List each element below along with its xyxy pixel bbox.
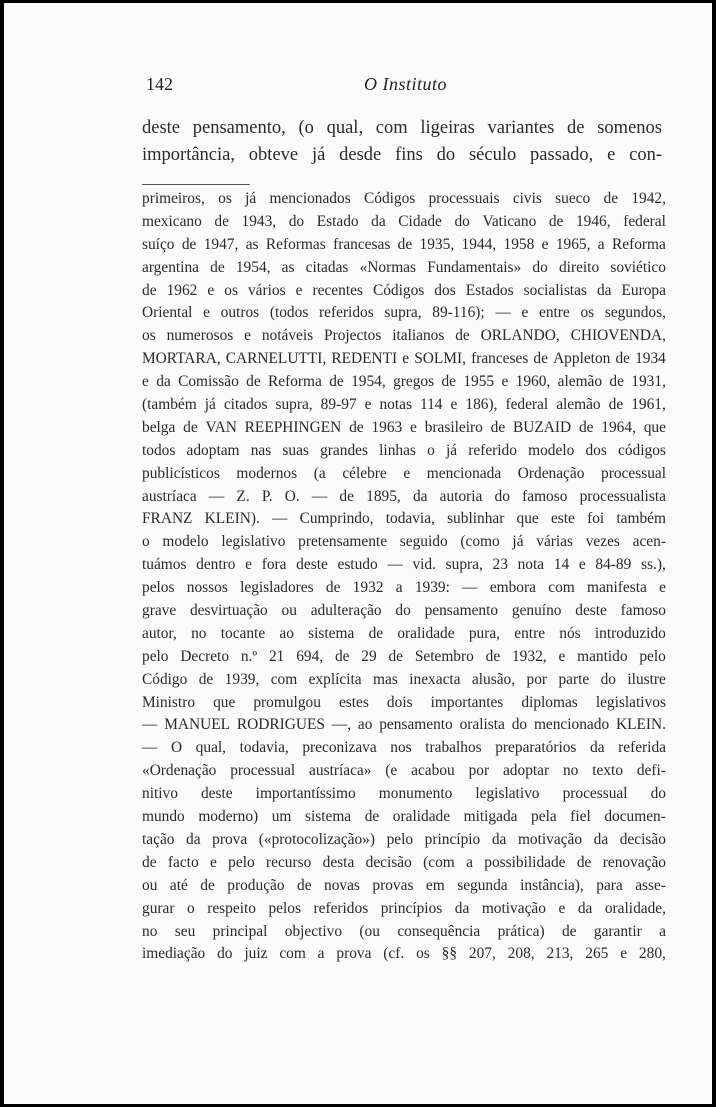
footnote-line: autor, no tocante ao sistema de oralidade pura, entre nós introduzido xyxy=(142,624,666,642)
footnote-line: Oriental e outros (todos referidos supra, 89-116); — e entre os segundos, xyxy=(142,304,666,322)
footnote-line: de facto e pelo recurso desta decisão (com a possibilidade de renovação xyxy=(142,853,666,871)
footnote-line: Ministro que promulgou estes dois importantes diplomas legislativos xyxy=(142,693,666,711)
footnote-line: imediação do juiz com a prova (cf. os §§ 207, 208, 213, 265 e 280, xyxy=(142,945,666,963)
footnote-line: suíço de 1947, as Reformas francesas de 1935, 1944, 1958 e 1965, a Reforma xyxy=(142,235,666,253)
footnote-line: no seu principal objectivo (ou consequência prática) de garantir a xyxy=(142,922,666,940)
running-head: O Instituto xyxy=(364,74,448,94)
footnote-line: os numerosos e notáveis Projectos italianos de ORLANDO, CHIOVENDA, xyxy=(142,327,666,345)
footnote-line: e da Comissão de Reforma de 1954, gregos de 1955 e 1960, alemão de 1931, xyxy=(142,373,666,391)
footnote-line: MORTARA, CARNELUTTI, REDENTI e SOLMI, franceses de Appleton de 1934 xyxy=(142,350,666,368)
footnote-line: grave desvirtuação ou adulteração do pensamento genuíno deste famoso xyxy=(142,602,666,620)
footnote-line: todos adoptam nas suas grandes linhas o já referido modelo dos códigos xyxy=(142,441,666,459)
footnote-line: mexicano de 1943, do Estado da Cidade do Vaticano de 1946, federal xyxy=(142,212,666,230)
footnote-line: «Ordenação processual austríaca» (e acabou por adoptar no texto defi- xyxy=(142,762,666,780)
footnote-line: (também já citados supra, 89-97 e notas 114 e 186), federal alemão de 1961, xyxy=(142,396,666,414)
footnote-line: pelos nossos legisladores de 1932 a 1939: — embora com manifesta e xyxy=(142,579,666,597)
page-number: 142 xyxy=(146,74,173,94)
footnote-separator xyxy=(142,184,250,185)
footnote-line: — O qual, todavia, preconizava nos trabalhos preparatórios da referida xyxy=(142,739,666,757)
footnote-line: tuámos dentro e fora deste estudo — vid. supra, 23 nota 14 e 84-89 ss.), xyxy=(142,556,666,574)
footnote-line: ou até de produção de novas provas em segunda instância), para asse- xyxy=(142,876,666,894)
page-header xyxy=(146,74,668,104)
footnote-line: FRANZ KLEIN). — Cumprindo, todavia, sublinhar que este foi também xyxy=(142,510,666,528)
footnote-line: belga de VAN REEPHINGEN de 1963 e brasileiro de BUZAID de 1964, que xyxy=(142,418,666,436)
footnote xyxy=(142,188,666,966)
footnote-line: tação da prova («protocolização») pelo princípio da motivação da decisão xyxy=(142,830,666,848)
body-paragraph: deste pensamento, (o qual, com ligeiras variantes de somenos importância, obteve já desde fins do século passado, e con- xyxy=(142,118,662,165)
footnote-line: publicísticos modernos (a célebre e mencionada Ordenação processual xyxy=(142,464,666,482)
footnote-line: de 1962 e os vários e recentes Códigos dos Estados socialistas da Europa xyxy=(142,281,666,299)
footnote-line: argentina de 1954, as citadas «Normas Fundamentais» do direito soviético xyxy=(142,258,666,276)
footnote-line: — MANUEL RODRIGUES —, ao pensamento oralista do mencionado KLEIN. xyxy=(142,716,666,734)
footnote-line: mundo moderno) um sistema de oralidade mitigada pela fiel documen- xyxy=(142,808,666,826)
footnote-line: nitivo deste importantíssimo monumento legislativo processual do xyxy=(142,785,666,803)
footnote-line: Código de 1939, com explícita mas inexacta alusão, por parte do ilustre xyxy=(142,670,666,688)
footnote-line: austríaca — Z. P. O. — de 1895, da autoria do famoso processualista xyxy=(142,487,666,505)
footnote-line: primeiros, os já mencionados Códigos processuais civis sueco de 1942, xyxy=(142,190,666,207)
footnote-line: pelo Decreto n.º 21 694, de 29 de Setembro de 1932, e mantido pelo xyxy=(142,647,666,665)
footnote-line: o modelo legislativo pretensamente seguido (como já várias vezes acen- xyxy=(142,533,666,551)
footnote-line: gurar o respeito pelos referidos princípios da motivação e da oralidade, xyxy=(142,899,666,917)
